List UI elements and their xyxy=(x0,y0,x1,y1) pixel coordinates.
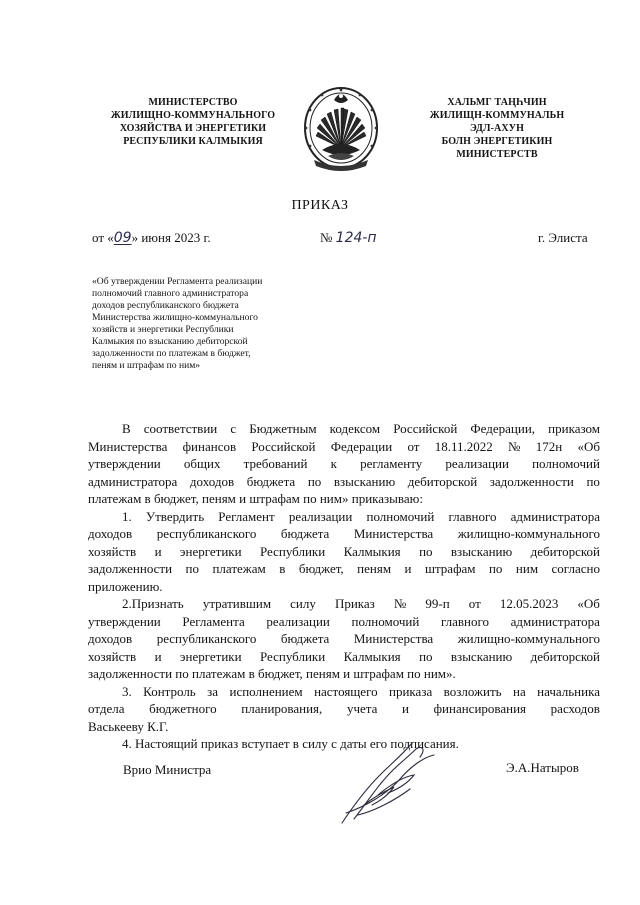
body-line xyxy=(88,700,600,718)
body-word: силу xyxy=(290,596,316,611)
body-word: Республики xyxy=(259,648,326,664)
handwritten-signature-icon xyxy=(334,735,444,827)
body-word: энергетики xyxy=(179,543,242,559)
body-word: расходов xyxy=(550,701,600,716)
body-word: Федерации, xyxy=(470,421,536,436)
body-word: жилищно-коммунального xyxy=(457,631,600,646)
body-word: Утвердить xyxy=(145,508,205,524)
body-word: администратора xyxy=(510,613,600,629)
body-word: 18.11.2022 xyxy=(434,438,493,454)
body-line xyxy=(88,665,600,683)
body-word: исполнением xyxy=(229,683,303,699)
document-title: ПРИКАЗ xyxy=(291,198,349,213)
body-word: администратора xyxy=(510,508,600,524)
date-prefix: от « xyxy=(92,230,114,245)
body-word: администратора xyxy=(88,473,178,489)
body-word: бюджета xyxy=(280,631,330,646)
header-right-line: БОЛН ЭНЕРГЕТИКИН xyxy=(441,136,553,147)
body-word: утратившим xyxy=(202,596,272,611)
body-word: Российской xyxy=(393,421,458,436)
body-word: доходов xyxy=(88,631,133,646)
order-number xyxy=(320,230,377,246)
body-word: 172н xyxy=(535,438,563,454)
subject-line: Министерства жилищно-коммунального xyxy=(92,312,258,323)
body-word: платежам xyxy=(212,561,266,576)
body-word: взысканию xyxy=(450,648,513,664)
order-subject xyxy=(92,276,302,372)
body-word: полномочий xyxy=(351,613,420,629)
body-word: «Об xyxy=(577,438,600,454)
ministry-name-russian xyxy=(98,96,288,148)
body-word: жилищно-коммунального xyxy=(457,526,600,541)
subject-line: пеням и штрафам по ним» xyxy=(92,360,201,371)
body-word: доходов xyxy=(88,526,133,541)
body-word: бюджет, xyxy=(298,561,344,576)
body-word: Российской xyxy=(251,438,316,454)
body-word: приказа xyxy=(389,683,433,699)
body-line-text: Васькееву К.Г. xyxy=(88,718,169,734)
body-word: доходов xyxy=(189,473,235,489)
body-line xyxy=(88,455,600,473)
body-line-text: задолженности по платежам в бюджет, пеням и штрафам по ним». xyxy=(88,666,456,681)
body-word: и xyxy=(154,543,162,559)
body-word: планирования, xyxy=(241,701,323,716)
body-word: с xyxy=(230,421,237,436)
city: г. Элиста xyxy=(538,230,588,245)
body-word: к xyxy=(330,456,337,471)
header-right-line: ЭДЛ-АХУН xyxy=(470,123,524,134)
body-word: и xyxy=(404,561,412,576)
subject-line: хозяйств и энергетики Республики xyxy=(92,324,234,335)
body-word: согласно xyxy=(551,561,600,576)
date-suffix: » июня 2023 г. xyxy=(131,230,211,245)
handwritten-day: 09 xyxy=(113,230,132,246)
body-word: задолженности xyxy=(489,473,574,489)
body-word: полномочий xyxy=(366,508,435,524)
body-word: 1. xyxy=(122,508,132,524)
number-sign: № xyxy=(320,230,333,245)
body-line xyxy=(88,718,600,736)
body-word: Контроль xyxy=(143,683,196,699)
subject-line: Калмыкия по взысканию дебиторской xyxy=(92,336,248,347)
body-line xyxy=(88,560,600,578)
body-word: Калмыкия xyxy=(343,648,401,664)
body-word: Калмыкия xyxy=(343,543,401,559)
body-word: утверждении xyxy=(88,456,161,471)
body-word: общих xyxy=(183,456,221,471)
order-body xyxy=(88,420,600,753)
body-word: полномочий xyxy=(532,456,600,471)
body-word: в xyxy=(279,561,286,576)
body-word: энергетики xyxy=(179,648,242,664)
body-word: Бюджетным xyxy=(249,421,317,436)
body-line xyxy=(88,630,600,648)
body-word: настоящего xyxy=(314,683,378,699)
body-word: бюджетного xyxy=(149,701,217,716)
order-date xyxy=(92,230,211,246)
signatory-position: Врио Министра xyxy=(123,762,212,777)
body-word: Министерства xyxy=(88,438,168,454)
body-word: В xyxy=(122,421,131,436)
body-word: отдела xyxy=(88,701,125,716)
handwritten-number: 124-п xyxy=(335,230,377,246)
body-line xyxy=(88,508,600,526)
header-left-line: МИНИСТЕРСТВО xyxy=(148,97,238,108)
header-left-line: ХОЗЯЙСТВА И ЭНЕРГЕТИКИ xyxy=(119,123,267,134)
body-word: бюджета xyxy=(246,473,296,489)
body-word: главного xyxy=(440,613,490,629)
header-right-line: ЖИЛИЩН-КОММУНАЛЬН xyxy=(429,110,565,121)
body-line xyxy=(88,525,600,543)
body-word: финансирования xyxy=(433,701,527,716)
body-word: «Об xyxy=(577,596,600,611)
body-line-text: платежам в бюджет, пеням и штрафам по ним» приказываю: xyxy=(88,491,423,506)
body-line xyxy=(88,595,600,613)
body-word: утверждении xyxy=(88,613,161,629)
subject-line: задолженности по платежам в бюджет, xyxy=(92,348,251,359)
ministry-name-kalmyk xyxy=(402,96,592,161)
body-line xyxy=(88,613,600,631)
body-line xyxy=(88,578,600,596)
body-word: учета xyxy=(346,701,378,716)
body-word: Приказ xyxy=(334,596,375,611)
body-word: Республики xyxy=(259,543,326,559)
body-word: кодексом xyxy=(329,421,381,436)
kalmykia-coat-of-arms-icon xyxy=(300,80,382,172)
body-word: соответствии xyxy=(143,421,218,436)
body-word: возложить xyxy=(443,683,502,699)
body-word: дебиторской xyxy=(530,543,600,559)
body-word: по xyxy=(586,473,600,489)
header-left-line: РЕСПУБЛИКИ КАЛМЫКИЯ xyxy=(123,136,263,147)
body-line xyxy=(88,438,600,456)
body-word: Министерства xyxy=(353,631,434,646)
subject-line: «Об утверждении Регламента реализации xyxy=(92,276,263,287)
body-word: реализации xyxy=(266,613,330,629)
body-line xyxy=(88,473,600,491)
body-line xyxy=(88,543,600,561)
body-word: республиканского xyxy=(156,526,257,541)
body-line-text: 4. Настоящий приказ вступает в силу с даты его подписания. xyxy=(122,736,459,751)
body-word: Регламент xyxy=(218,508,275,524)
body-word: № xyxy=(508,438,521,454)
signatory-name: Э.А.Натыров xyxy=(506,760,579,775)
body-word: взысканию xyxy=(333,473,396,489)
body-word: по xyxy=(419,648,433,664)
body-word: главного xyxy=(448,508,497,524)
body-word: регламенту xyxy=(360,456,423,471)
subject-line: доходов республиканского бюджета xyxy=(92,300,239,311)
body-word: хозяйств xyxy=(88,543,137,559)
body-word: начальника xyxy=(537,683,600,699)
header-right-line: ХАЛЬМГ ТАҢҺЧИН xyxy=(447,97,547,108)
body-word: и xyxy=(154,648,162,664)
body-word: дебиторской xyxy=(530,648,600,664)
body-word: 12.05.2023 xyxy=(499,596,559,611)
body-word: ним xyxy=(515,561,539,576)
body-word: 2.Признать xyxy=(122,596,184,611)
body-word: Министерства xyxy=(353,526,434,541)
body-word: бюджета xyxy=(280,526,330,541)
body-word: по xyxy=(419,543,433,559)
body-word: республиканского xyxy=(156,631,257,646)
body-word: по xyxy=(185,561,199,576)
header-left-line: ЖИЛИЩНО-КОММУНАЛЬНОГО xyxy=(110,110,276,121)
body-word: Федерации xyxy=(330,438,393,454)
body-line xyxy=(88,648,600,666)
body-word: пеням xyxy=(357,561,392,576)
body-line-text: приложению. xyxy=(88,578,163,594)
body-word: по xyxy=(488,561,503,576)
body-word: дебиторской xyxy=(407,473,478,489)
body-word: Регламента xyxy=(182,613,245,629)
body-word: реализации xyxy=(288,508,353,524)
body-word: приказом xyxy=(548,421,600,436)
body-word: 3. xyxy=(122,683,132,699)
body-word: требований xyxy=(243,456,308,471)
body-word: реализации xyxy=(445,456,509,471)
body-word: и xyxy=(402,701,409,716)
body-word: по xyxy=(307,473,322,489)
subject-line: полномочий главного администратора xyxy=(92,288,249,299)
body-word: хозяйств xyxy=(88,648,137,664)
body-word: задолженности xyxy=(88,561,173,576)
body-word: на xyxy=(512,683,526,699)
body-line xyxy=(88,683,600,701)
body-word: № xyxy=(393,596,407,611)
body-word: финансов xyxy=(182,438,237,454)
body-word: штрафам xyxy=(424,561,476,576)
body-word: взысканию xyxy=(450,543,513,559)
body-line xyxy=(88,420,600,438)
body-word: 99-п xyxy=(425,596,450,611)
body-word: от xyxy=(468,596,481,611)
header-right-line: МИНИСТЕРСТВ xyxy=(456,149,538,160)
body-word: от xyxy=(407,438,420,454)
body-word: за xyxy=(207,683,219,699)
body-line xyxy=(88,490,600,508)
